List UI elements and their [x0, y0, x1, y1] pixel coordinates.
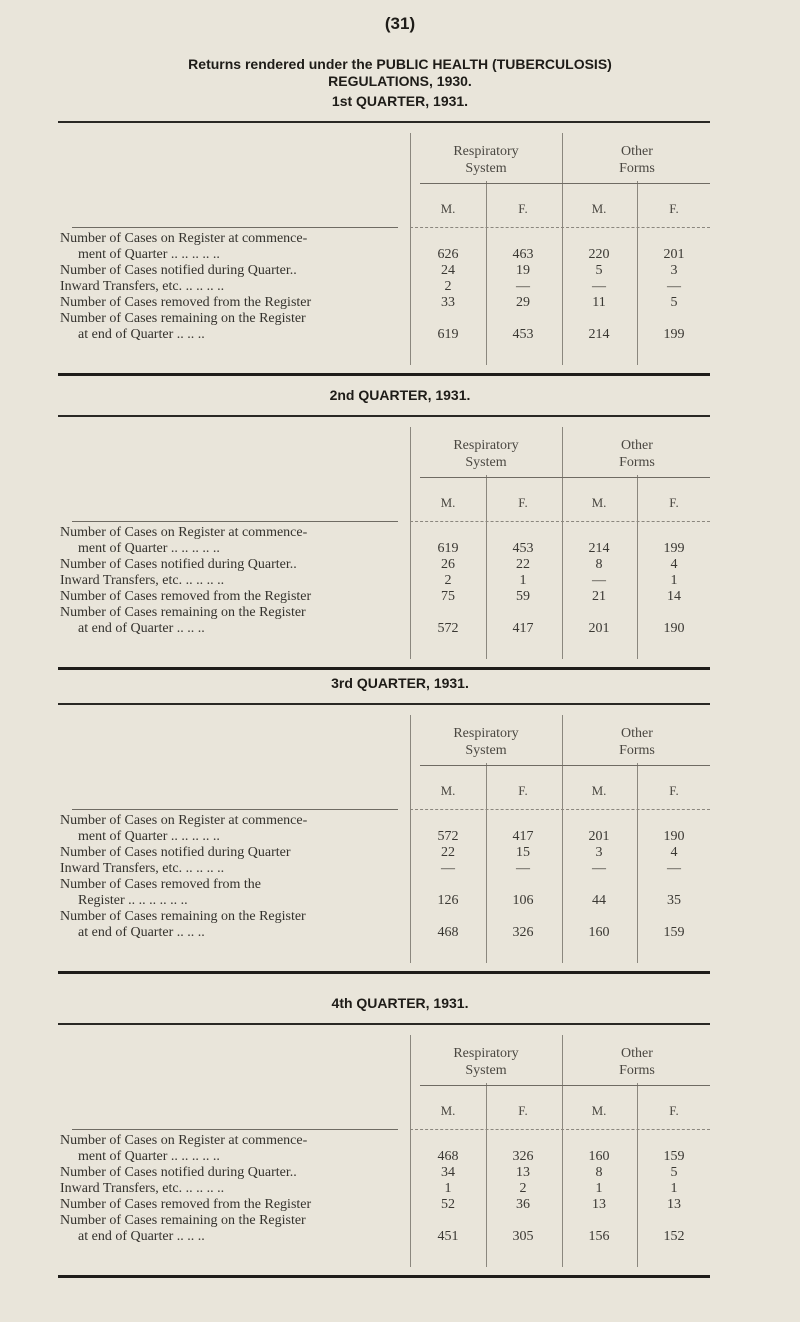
- page-number: (31): [384, 14, 416, 33]
- group-underline: [420, 183, 710, 184]
- row-label-text: Number of Cases notified during Quarter: [60, 845, 291, 860]
- row-label: [60, 231, 405, 263]
- table-cell: 35: [667, 893, 681, 908]
- row-label-continuation: at end of Quarter .. .. ..: [78, 621, 205, 636]
- row-label: [60, 279, 405, 295]
- table-cell: 19: [516, 263, 530, 278]
- table-cell: 572: [437, 621, 459, 636]
- column-header: F.: [518, 1103, 528, 1118]
- table-cell: 453: [512, 541, 534, 556]
- table-cell: 29: [516, 295, 530, 310]
- table-cell: 626: [437, 247, 459, 262]
- table-cell: 1: [670, 573, 678, 588]
- top-rule: [58, 1023, 710, 1025]
- table-cell: 2: [444, 573, 452, 588]
- row-label-continuation: at end of Quarter .. .. ..: [78, 327, 205, 342]
- table-cell: 468: [437, 925, 459, 940]
- column-header: M.: [591, 783, 607, 798]
- table-cell: 22: [516, 557, 530, 572]
- table-cell: 1: [519, 573, 527, 588]
- other-header-line-2: Forms: [619, 455, 655, 470]
- row-label: [60, 605, 405, 637]
- respiratory-system-header: [410, 143, 562, 177]
- table-cell: —: [592, 861, 606, 876]
- table-cell: 160: [588, 925, 610, 940]
- row-label: [60, 311, 405, 343]
- table-cell: 159: [663, 925, 685, 940]
- table-cell: 214: [588, 541, 610, 556]
- table-cell: 305: [512, 1229, 534, 1244]
- table-cell: 52: [441, 1197, 455, 1212]
- other-header-line-2: Forms: [619, 1063, 655, 1078]
- row-label-text: Number of Cases removed from the: [60, 877, 261, 892]
- table-cell: 2: [519, 1181, 527, 1196]
- table-cell: 33: [441, 295, 455, 310]
- table-cell: 22: [441, 845, 455, 860]
- row-label: [60, 573, 405, 589]
- table-cell: 44: [592, 893, 606, 908]
- row-label: [60, 1197, 405, 1213]
- row-label-text: Inward Transfers, etc. .. .. .. ..: [60, 573, 225, 588]
- table-cell: 326: [512, 1149, 534, 1164]
- table-cell: 199: [663, 541, 685, 556]
- row-label-text: Number of Cases notified during Quarter..: [60, 263, 297, 278]
- column-header: M.: [591, 1103, 607, 1118]
- table-cell: 4: [670, 557, 678, 572]
- row-label-text: Inward Transfers, etc. .. .. .. ..: [60, 1181, 225, 1196]
- bottom-rule: [58, 971, 710, 974]
- table-cell: 13: [667, 1197, 681, 1212]
- header-underline-right: [410, 1129, 710, 1130]
- column-header: F.: [518, 495, 528, 510]
- header-underline-left: [72, 227, 398, 228]
- table-cell: 4: [670, 845, 678, 860]
- table-cell: 468: [437, 1149, 459, 1164]
- other-header-line-2: Forms: [619, 743, 655, 758]
- table-cell: —: [516, 279, 530, 294]
- header-underline-left: [72, 1129, 398, 1130]
- quarter-section: [0, 995, 800, 1295]
- row-label: [60, 263, 405, 279]
- table-cell: —: [592, 279, 606, 294]
- respiratory-system-header: [410, 1045, 562, 1079]
- table-cell: 190: [663, 829, 685, 844]
- bottom-rule: [58, 373, 710, 376]
- table-cell: 2: [444, 279, 452, 294]
- row-label-continuation: ment of Quarter .. .. .. .. ..: [78, 541, 220, 556]
- table-cell: —: [667, 279, 681, 294]
- table-cell: 619: [437, 541, 459, 556]
- row-label: [60, 525, 405, 557]
- other-forms-header: [562, 437, 712, 471]
- table-cell: 156: [588, 1229, 610, 1244]
- row-label: [60, 589, 405, 605]
- respiratory-system-header: [410, 725, 562, 759]
- row-label: [60, 861, 405, 877]
- top-rule: [58, 121, 710, 123]
- bottom-rule: [58, 1275, 710, 1278]
- table-cell: 463: [512, 247, 534, 262]
- column-header: F.: [669, 1103, 679, 1118]
- row-label: [60, 813, 405, 845]
- header-underline-left: [72, 521, 398, 522]
- quarter-title: 1st QUARTER, 1931.: [331, 93, 469, 109]
- table-cell: 36: [516, 1197, 530, 1212]
- column-header: M.: [440, 1103, 456, 1118]
- header-underline-right: [410, 809, 710, 810]
- row-label-text: Number of Cases remaining on the Register: [60, 1213, 306, 1228]
- table-cell: 159: [663, 1149, 685, 1164]
- column-header: M.: [440, 201, 456, 216]
- table-cell: 220: [588, 247, 610, 262]
- table-cell: 1: [444, 1181, 452, 1196]
- quarter-section: [0, 387, 800, 687]
- other-forms-header: [562, 725, 712, 759]
- table-cell: 5: [670, 1165, 678, 1180]
- header-underline-right: [410, 227, 710, 228]
- table-cell: 126: [437, 893, 459, 908]
- table-cell: 326: [512, 925, 534, 940]
- row-label-text: Inward Transfers, etc. .. .. .. ..: [60, 861, 225, 876]
- column-header: F.: [518, 201, 528, 216]
- group-underline: [420, 477, 710, 478]
- row-label-text: Number of Cases remaining on the Register: [60, 311, 306, 326]
- table-cell: 417: [512, 829, 534, 844]
- table-cell: 201: [663, 247, 685, 262]
- table-cell: 190: [663, 621, 685, 636]
- table-cell: 106: [512, 893, 534, 908]
- row-label-text: Number of Cases remaining on the Register: [60, 605, 306, 620]
- table-cell: 199: [663, 327, 685, 342]
- respiratory-header-line-1: Respiratory: [453, 726, 519, 741]
- respiratory-header-line-2: System: [465, 1063, 507, 1078]
- respiratory-header-line-2: System: [465, 743, 507, 758]
- quarter-title: 4th QUARTER, 1931.: [331, 995, 469, 1011]
- table-cell: 26: [441, 557, 455, 572]
- table-cell: 619: [437, 327, 459, 342]
- other-header-line-1: Other: [621, 144, 653, 159]
- table-cell: 201: [588, 829, 610, 844]
- table-cell: —: [667, 861, 681, 876]
- table-cell: 201: [588, 621, 610, 636]
- top-rule: [58, 703, 710, 705]
- row-label-text: Number of Cases removed from the Register: [60, 1197, 312, 1212]
- row-label-continuation: at end of Quarter .. .. ..: [78, 1229, 205, 1244]
- row-label-continuation: Register .. .. .. .. .. ..: [78, 893, 188, 908]
- row-label: [60, 295, 405, 311]
- table-cell: 11: [592, 295, 606, 310]
- row-label-text: Number of Cases notified during Quarter..: [60, 1165, 297, 1180]
- column-header: M.: [591, 495, 607, 510]
- respiratory-header-line-2: System: [465, 161, 507, 176]
- table-cell: 34: [441, 1165, 455, 1180]
- header-underline-left: [72, 809, 398, 810]
- table-cell: 451: [437, 1229, 459, 1244]
- other-header-line-1: Other: [621, 1046, 653, 1061]
- row-label-text: Number of Cases on Register at commence-: [60, 1133, 308, 1148]
- column-header: M.: [440, 783, 456, 798]
- quarter-title: 2nd QUARTER, 1931.: [329, 387, 471, 403]
- row-label-text: Number of Cases removed from the Register: [60, 589, 312, 604]
- respiratory-header-line-1: Respiratory: [453, 144, 519, 159]
- heading-line-1: Returns rendered under the PUBLIC HEALTH (TUBERCULOSIS): [188, 56, 612, 72]
- quarter-section: [0, 675, 800, 975]
- group-underline: [420, 765, 710, 766]
- other-header-line-1: Other: [621, 438, 653, 453]
- row-label: [60, 877, 405, 909]
- row-label-text: Number of Cases notified during Quarter..: [60, 557, 297, 572]
- table-cell: 75: [441, 589, 455, 604]
- table-cell: 5: [595, 263, 603, 278]
- table-cell: 13: [592, 1197, 606, 1212]
- group-underline: [420, 1085, 710, 1086]
- column-header: M.: [440, 495, 456, 510]
- respiratory-header-line-1: Respiratory: [453, 438, 519, 453]
- row-label-continuation: ment of Quarter .. .. .. .. ..: [78, 247, 220, 262]
- table-cell: 1: [595, 1181, 603, 1196]
- quarter-title: 3rd QUARTER, 1931.: [331, 675, 469, 691]
- respiratory-header-line-2: System: [465, 455, 507, 470]
- bottom-rule: [58, 667, 710, 670]
- row-label-continuation: ment of Quarter .. .. .. .. ..: [78, 829, 220, 844]
- table-cell: 214: [588, 327, 610, 342]
- column-header: F.: [669, 783, 679, 798]
- table-cell: 5: [670, 295, 678, 310]
- other-header-line-1: Other: [621, 726, 653, 741]
- row-label-continuation: ment of Quarter .. .. .. .. ..: [78, 1149, 220, 1164]
- table-cell: —: [441, 861, 455, 876]
- top-rule: [58, 415, 710, 417]
- table-cell: 572: [437, 829, 459, 844]
- table-cell: 1: [670, 1181, 678, 1196]
- respiratory-system-header: [410, 437, 562, 471]
- row-label: [60, 1133, 405, 1165]
- column-header: F.: [669, 495, 679, 510]
- table-cell: 3: [595, 845, 603, 860]
- row-label-text: Number of Cases remaining on the Register: [60, 909, 306, 924]
- table-cell: —: [516, 861, 530, 876]
- page-heading: [0, 56, 800, 90]
- other-header-line-2: Forms: [619, 161, 655, 176]
- table-cell: 152: [663, 1229, 685, 1244]
- table-cell: 453: [512, 327, 534, 342]
- row-label-continuation: at end of Quarter .. .. ..: [78, 925, 205, 940]
- table-cell: 13: [516, 1165, 530, 1180]
- row-label-text: Inward Transfers, etc. .. .. .. ..: [60, 279, 225, 294]
- row-label: [60, 557, 405, 573]
- column-header: M.: [591, 201, 607, 216]
- quarter-section: [0, 93, 800, 393]
- table-cell: 8: [595, 1165, 603, 1180]
- table-cell: 15: [516, 845, 530, 860]
- table-cell: 3: [670, 263, 678, 278]
- row-label: [60, 1181, 405, 1197]
- table-cell: 14: [667, 589, 681, 604]
- table-cell: 59: [516, 589, 530, 604]
- row-label-text: Number of Cases on Register at commence-: [60, 813, 308, 828]
- row-label: [60, 1165, 405, 1181]
- table-cell: 21: [592, 589, 606, 604]
- other-forms-header: [562, 1045, 712, 1079]
- other-forms-header: [562, 143, 712, 177]
- table-cell: 8: [595, 557, 603, 572]
- row-label: [60, 1213, 405, 1245]
- row-label-text: Number of Cases on Register at commence-: [60, 231, 308, 246]
- respiratory-header-line-1: Respiratory: [453, 1046, 519, 1061]
- header-underline-right: [410, 521, 710, 522]
- table-cell: 417: [512, 621, 534, 636]
- table-cell: 24: [441, 263, 455, 278]
- column-header: F.: [669, 201, 679, 216]
- row-label-text: Number of Cases on Register at commence-: [60, 525, 308, 540]
- table-cell: —: [592, 573, 606, 588]
- table-cell: 160: [588, 1149, 610, 1164]
- row-label: [60, 909, 405, 941]
- heading-line-2: REGULATIONS, 1930.: [328, 73, 472, 89]
- row-label: [60, 845, 405, 861]
- row-label-text: Number of Cases removed from the Register: [60, 295, 312, 310]
- column-header: F.: [518, 783, 528, 798]
